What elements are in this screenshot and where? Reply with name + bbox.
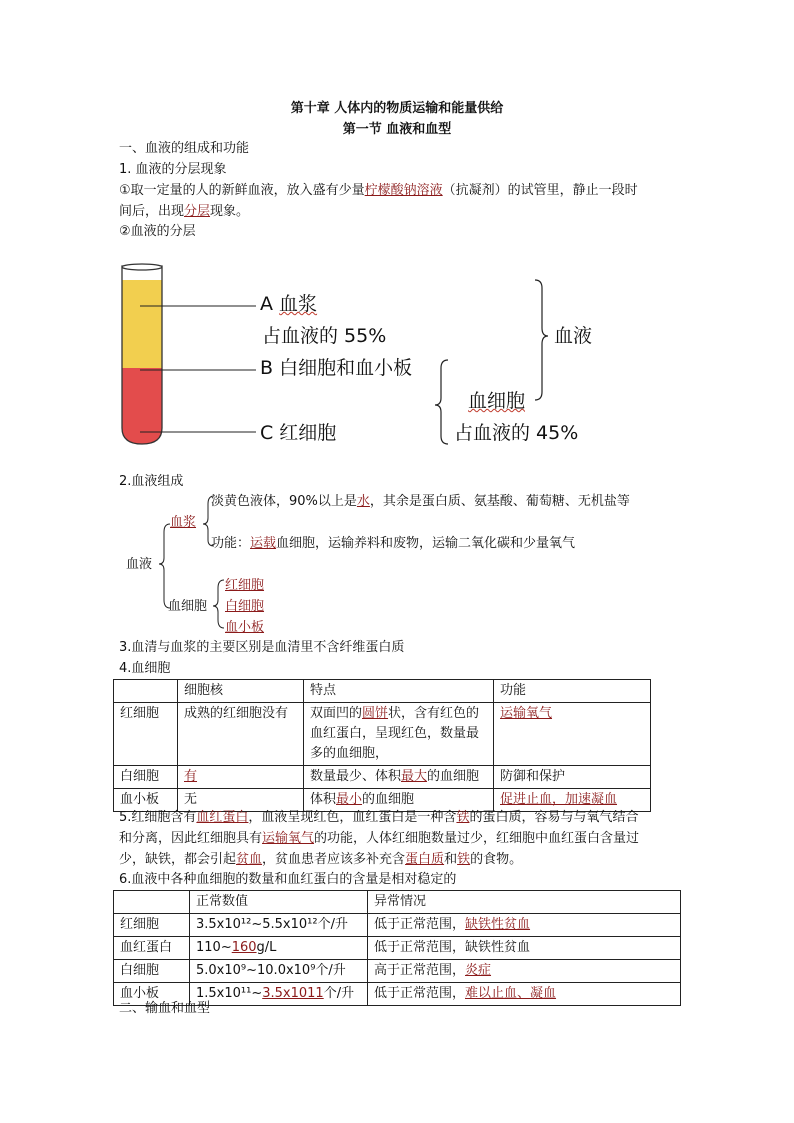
feat-a: 双面凹的: [310, 706, 363, 721]
normal-b: 个/升: [317, 917, 348, 932]
abn-term: 缺铁性贫血: [465, 917, 531, 932]
para1-text-d: 现象。: [210, 204, 250, 219]
table-row: [114, 937, 681, 960]
tree-cell-platelet: 血小板: [225, 620, 265, 635]
part3-text: 3.血清与血浆的主要区别是血清里不含纤维蛋白质: [119, 640, 405, 655]
part1-sub1: 1. 血液的分层现象: [119, 162, 227, 177]
func-term: 促进止血，加速凝血: [500, 792, 618, 807]
tube-rim: [122, 264, 162, 270]
p5-term-oxygen: 运输氧气: [262, 831, 315, 846]
tube-label-c: C 红细胞: [260, 422, 337, 444]
normal-b: 个/升: [323, 986, 355, 1001]
table-header: [114, 891, 190, 914]
table-header: 异常情况: [368, 891, 681, 914]
abn-a: 低于正常范围，: [374, 917, 466, 932]
p5-g: ，贫血患者应该多补充含: [262, 852, 406, 867]
table-header: [114, 680, 178, 703]
label-a-plasma: 血浆: [279, 293, 318, 315]
blood-cell-table: [113, 679, 651, 812]
feat-term: 最大: [401, 769, 428, 784]
feat-b: 状，含有红色的血红蛋白，呈现红色，数量最多的血细胞，: [310, 706, 480, 761]
normal-a: 5.0x10⁹~10.0x10⁹: [196, 963, 316, 978]
normal-b: g/L: [256, 940, 277, 955]
abn-term: 难以止血、凝血: [465, 986, 557, 1001]
table-cell: [304, 766, 494, 789]
table-cell: 成熟的红细胞没有: [178, 703, 304, 766]
table-cell: [190, 983, 368, 1006]
feat-term: 圆饼: [362, 706, 389, 721]
part5-line2: [119, 829, 639, 849]
table-row: [114, 766, 651, 789]
part1-heading: 一、血液的组成和功能: [119, 141, 250, 156]
p5-d: 和分离，因此红细胞具有: [119, 831, 263, 846]
table-header: 细胞核: [178, 680, 304, 703]
p5-term-iron: 铁: [456, 810, 470, 825]
para1-text-a: ①取一定量的人的新鲜血液，放入盛有少量: [119, 183, 365, 198]
tree-cell-red: 红细胞: [225, 578, 265, 593]
normal-a: 1.5x10¹¹~: [196, 986, 263, 1001]
table-header: 正常数值: [190, 891, 368, 914]
p5-c: 的蛋白质，容易与与氧气结合: [469, 810, 639, 825]
feat-a: 数量最少、体积: [310, 769, 402, 784]
table-header-row: [114, 680, 651, 703]
table-cell: [304, 703, 494, 766]
tube-label-a-percent: 占血液的 55%: [262, 325, 387, 347]
table-cell: [190, 914, 368, 937]
tree-cell-white: 白细胞: [225, 599, 265, 614]
table-cell: [368, 983, 681, 1006]
plasma-desc-water: 水: [356, 494, 370, 509]
table-cell: [368, 937, 681, 960]
table-cell: 红细胞: [114, 703, 178, 766]
part1-para1-line1: [119, 181, 638, 201]
brace-root: [159, 524, 170, 608]
table-row: [114, 914, 681, 937]
p5-term-protein: 蛋白质: [405, 852, 445, 867]
tube-label-cells-percent: 占血液的 45%: [454, 422, 579, 444]
brace-cells: [435, 360, 448, 444]
tube-label-cells: [468, 389, 525, 413]
tube-label-a: [260, 292, 317, 316]
p5-b: ，血液呈现红色，血红蛋白是一种含: [248, 810, 457, 825]
nucleus-term: 有: [184, 769, 198, 784]
part5-line1: [119, 808, 638, 828]
table-cell: 血红蛋白: [114, 937, 190, 960]
p5-term-anemia: 贫血: [236, 852, 263, 867]
table-cell: 红细胞: [114, 914, 190, 937]
tree-plasma-desc: [211, 493, 630, 511]
para1-text-b: （抗凝剂）的试管里，静止一段时: [442, 183, 638, 198]
plasma-desc-b: ，其余是蛋白质、氨基酸、葡萄糖、无机盐等: [369, 494, 630, 509]
feat-b: 的血细胞: [362, 792, 415, 807]
table-header: 功能: [494, 680, 651, 703]
function-text: 血细胞，运输养料和废物，运输二氧化碳和少量氧气: [276, 536, 576, 551]
function-label: 功能：: [211, 536, 251, 551]
p5-h: 和: [444, 852, 458, 867]
table-cell: [190, 960, 368, 983]
table-cell: [494, 703, 651, 766]
table-header-row: [114, 891, 681, 914]
table-cell: [368, 914, 681, 937]
tube-plasma-layer: [120, 280, 166, 368]
feat-a: 体积: [310, 792, 337, 807]
abn-a: 高于正常范围，: [374, 963, 466, 978]
tree-plasma-text: 血浆: [170, 515, 197, 530]
table-cell: 白细胞: [114, 960, 190, 983]
abn-a: 低于正常范围，缺铁性贫血: [374, 940, 531, 955]
table-cell: 防御和保护: [494, 766, 651, 789]
normal-term: 3.5x1011: [262, 986, 324, 1001]
tree-cells: 血细胞: [168, 599, 208, 614]
table-cell: [368, 960, 681, 983]
table-cell: 血小板: [114, 983, 190, 1006]
function-term: 运载: [250, 536, 277, 551]
tube-cell-layer: [120, 368, 166, 448]
para1-text-c: 间后，出现: [119, 204, 185, 219]
table-cell: 白细胞: [114, 766, 178, 789]
p5-f: 少，缺铁，都会引起: [119, 852, 237, 867]
part1-para1-line2: [119, 202, 249, 222]
table-row: [114, 703, 651, 766]
plasma-desc-a: 淡黄色液体，90%以上是: [211, 494, 357, 509]
brace-blood: [535, 280, 548, 400]
label-a-prefix: A: [260, 293, 280, 315]
table-row: [114, 960, 681, 983]
part1-para2: ②血液的分层: [119, 224, 196, 239]
normal-a: 3.5x10¹²~5.5x10¹²: [196, 917, 318, 932]
para1-term-citrate: 柠檬酸钠溶液: [364, 183, 443, 198]
normal-a: 110~: [196, 940, 232, 955]
table-cell: 无: [178, 789, 304, 812]
p5-i: 的食物。: [470, 852, 523, 867]
table-cell: [190, 937, 368, 960]
p5-e: 的功能，人体红细胞数量过少，红细胞中血红蛋白含量过: [314, 831, 640, 846]
normal-values-table: [113, 890, 681, 1006]
part5-line3: [119, 850, 522, 870]
tube-label-b: B 白细胞和血小板: [260, 357, 413, 379]
p5-a: 5.红细胞含有: [119, 810, 197, 825]
part4-heading: 4.血细胞: [119, 661, 171, 676]
label-cells-text: 血细胞: [468, 390, 526, 412]
table-cell: 血小板: [114, 789, 178, 812]
tree-plasma-function: [211, 535, 575, 553]
brace-cells-tree: [213, 580, 224, 628]
p5-term-iron2: 铁: [457, 852, 471, 867]
normal-term: 160: [231, 940, 257, 955]
part2-heading: 2.血液组成: [119, 474, 184, 489]
part7-heading: 二、输血和血型: [119, 1001, 211, 1016]
section-title: 第一节 血液和血型: [342, 122, 452, 137]
feat-term: 最小: [336, 792, 363, 807]
func-term: 运输氧气: [500, 706, 553, 721]
para1-term-layering: 分层: [184, 204, 211, 219]
normal-b: 个/升: [315, 963, 346, 978]
tree-plasma: [170, 514, 196, 532]
abn-a: 低于正常范围，: [374, 986, 466, 1001]
feat-b: 的血细胞: [427, 769, 480, 784]
p5-term-hemoglobin: 血红蛋白: [196, 810, 249, 825]
tree-root-blood: 血液: [126, 557, 153, 572]
chapter-title: 第十章 人体内的物质运输和能量供给: [290, 101, 504, 116]
tube-label-blood: 血液: [554, 325, 593, 347]
table-header: 特点: [304, 680, 494, 703]
part6-heading: 6.血液中各种血细胞的数量和血红蛋白的含量是相对稳定的: [119, 872, 457, 887]
table-cell: [178, 766, 304, 789]
abn-term: 炎症: [465, 963, 492, 978]
